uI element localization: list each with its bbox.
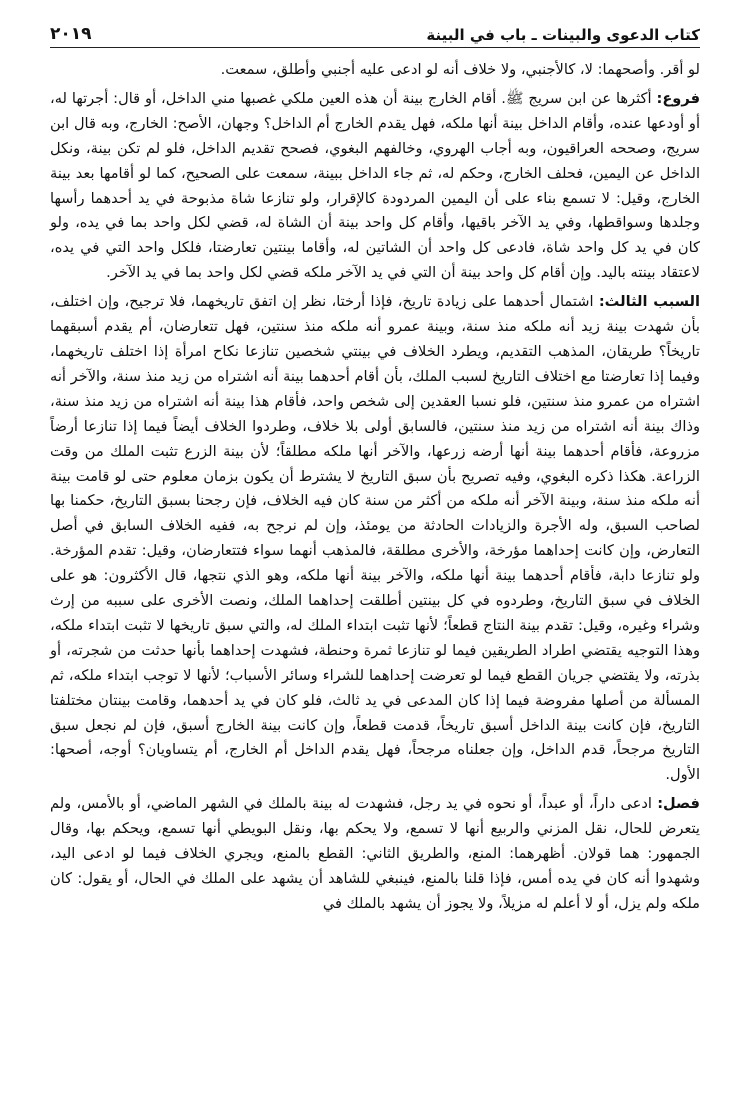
paragraph-third-reason [50, 290, 700, 788]
paragraph-furu [50, 87, 700, 286]
section-label: السبب الثالث: [598, 293, 700, 311]
paragraph-text: اشتمال أحدهما على زيادة تاريخ، فإذا أرختا، نظر إن اتفق تاريخهما، فلا ترجيح، وإن اختلف، بأن شهدت بينة زيد أنه ملكه منذ سنة، وبينة عمرو أنه ملكه منذ سنتين، فهل تتعارضان، أم يقدم أسبقهما تاريخاً؟ طريقان، المذهب التقديم، ويطرد الخلاف في بينتي شخصين تنازعا نكاح امرأة إذا اختلف تاريخهما، وفيما إذا تعارضتا مع اختلاف التاريخ لسبب الملك، بأن أقام أحدهما بينة أنه اشتراه من زيد منذ سنة، والآخر أنه اشتراه من عمرو منذ سنتين، فلو نسبا العقدين إلى شخص واحد، فأقام هذا بينة أنه اشتراه من زيد منذ سنة، وذاك بينة أنه اشتراه من زيد منذ سنتين، فالسابق أولى بلا خلاف، وطردوا الخلاف أيضاً فيما إذا تنازعا أرضاً مزروعة، فأقام أحدهما بينة أنها أرضه زرعها، والآخر أنها ملكه مطلقاً؛ لأن بينة الزرع تثبت الملك من وقت الزراعة. هكذا ذكره البغوي، وفيه تصريح بأن سبق التاريخ لا يشترط أن يكون بزمان معلوم حتى لو قامت بينة أنه ملكه منذ سنة، وبينة الآخر أنه ملكه من أكثر من سنة كان فيه الخلاف، فإن رجحنا بسبق التاريخ، حكمنا بها لصاحب السبق، وله الأجرة والزيادات الحادثة من يومئذ، وإن لم نرجح به، ففيه الخلاف السابق في أصل التعارض، وإن كانت إحداهما مؤرخة، والأخرى مطلقة، فالمذهب أنهما سواء فتتعارضان، وقيل: تقدم المؤرخة. ولو تنازعا دابة، فأقام أحدهما بينة أنها ملكه، والآخر بينة أنها ملكه، وهو الذي نتجها، قال الأكثرون: هو على الخلاف في سبق التاريخ، وطردوه في كل بينتين أطلقت إحداهما الملك، ونصت الأخرى على سببه من إرث وشراء وغيره، وقيل: تقدم بينة النتاج قطعاً؛ لأنها تثبت ابتداء الملك له، والتي سبق تاريخها لا تثبت ابتداء ملكه، وهذا التوجيه يقتضي اطراد الطريقين فيما لو تنازعا ثمرة وحنطة، فشهدت إحداهما بأنها حدثت من شجرته، أو بذرته، ولا يقتضي جريان القطع فيما لو تعرضت إحداهما للشراء وسائر الأسباب؛ لأنها لا توجب ابتداء ملكه، ثم المسألة من أصلها مفروضة فيما إذا كان المدعى في يد ثالث، فلو كان في يد أحدهما، وقامت بينتان مختلفتا التاريخ، فإن كانت بينة الداخل أسبق تاريخاً، قدمت قطعاً، وإن كانت بينة الخارج أسبق، فإن لم نجعل سبق التاريخ مرجحاً، قدم الداخل، وإن جعلناه مرجحاً، فهل يقدم الداخل أم الخارج، أم يتساويان؟ أوجه، أصحها: الأول. [50, 293, 700, 784]
paragraph-text: أكثرها عن ابن سريج ﷺ. أقام الخارج بينة أن هذه العين ملكي غصبها مني الداخل، أو قال: أجرتها له، أو أودعها عنده، وأقام الداخل بينة أنها ملكه، فهل يقدم الخارج أم الداخل؟ وجهان، الأصح: الخارج، وبه قال ابن سريج، وصححه العراقيون، وبه أجاب الهروي، وخالفهم البغوي، فصحح تقديم الداخل، فلو لم تكن بينة، ونكل الداخل عن اليمين، فحلف الخارج، وحكم له، ثم جاء الداخل ببينة، سمعت على الصحيح، كما لو أقامها بعد بينة الخارج، وقيل: لا تسمع بناء على أن اليمين المردودة كالإقرار، ولو تنازعا شاة مذبوحة في يد أحدهما رأسها وجلدها وسواقطها، وفي يد الآخر باقيها، وأقام كل واحد بينة أن الشاة له، قضي لكل واحد بما في يده، ولو كان في يد كل واحد شاة، فادعى كل واحد أن الشاتين له، وأقاما بينتين تعارضتا، فلكل واحد التي في يده، لاعتقاد بينته باليد. وإن أقام كل واحد بينة أن التي في يد الآخر ملكه قضي لكل واحد بما في يد الآخر. [50, 89, 700, 282]
page-number: ٢٠١٩ [50, 24, 92, 44]
running-title: كتاب الدعوى والبينات ـ باب في البينة [426, 26, 700, 44]
section-label: فروع: [656, 89, 700, 107]
paragraph-text: ادعى داراً، أو عبداً، أو نحوه في يد رجل، فشهدت له بينة بالملك في الشهر الماضي، أو بالأمس، ولم يتعرض للحال، نقل المزني والربيع أنها لا تسمع، ولا يحكم بها، ونقل البويطي أنها تسمع، ويحكم بها، وقال الجمهور: هما قولان. أظهرهما: المنع، والطريق الثاني: القطع بالمنع، ويجري الخلاف فيما لو ادعى اليد، وشهدوا أنه كان في يده أمس، فإذا قلنا بالمنع، فينبغي للشاهد أن يشهد على الملك في الحال، أو يقول: كان ملكه ولم يزل، أو لا أعلم له مزيلاً، ولا يجوز أن يشهد بالملك في [50, 795, 700, 912]
paragraph-text: لو أقر. وأصحهما: لا، كالأجنبي، ولا خلاف أنه لو ادعى عليه أجنبي وأطلق، سمعت. [220, 61, 700, 78]
paragraph-intro [50, 58, 700, 83]
page-header [50, 14, 700, 48]
paragraph-fasl [50, 792, 700, 917]
section-label: فصل: [657, 795, 700, 813]
page-body [50, 58, 700, 917]
